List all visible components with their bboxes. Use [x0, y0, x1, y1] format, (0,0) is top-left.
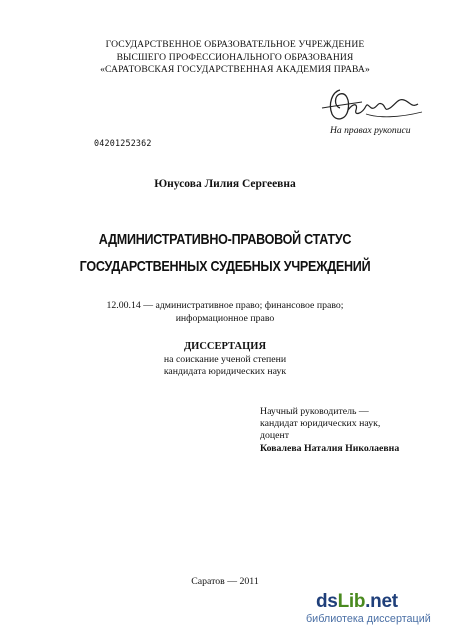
- title-line-1: АДМИНИСТРАТИВНО-ПРАВОВОЙ СТАТУС: [98, 232, 352, 248]
- advisor-line-3: доцент: [260, 430, 289, 442]
- title-line-2: ГОСУДАРСТВЕННЫХ СУДЕБНЫХ УЧРЕЖДЕНИЙ: [79, 259, 371, 275]
- institution-line-2: ВЫСШЕГО ПРОФЕССИОНАЛЬНОГО ОБРАЗОВАНИЯ: [116, 51, 354, 63]
- degree-line-2: кандидата юридических наук: [163, 366, 287, 377]
- watermark-subtitle: библиотека диссертаций: [306, 613, 431, 625]
- place-and-year: Саратов — 2011: [191, 576, 259, 587]
- specialty-code: [0, 300, 450, 325]
- institution-line-3: «САРАТОВСКАЯ ГОСУДАРСТВЕННАЯ АКАДЕМИЯ ПРАВА»: [100, 64, 370, 75]
- advisor-line-2: кандидат юридических наук,: [260, 418, 381, 430]
- scientific-advisor: [260, 406, 399, 455]
- advisor-name: Ковалева Наталия Николаевна: [260, 442, 400, 454]
- watermark-logo-ds: ds: [316, 591, 338, 612]
- handwritten-signature: [318, 84, 426, 126]
- institution-line-1: ГОСУДАРСТВЕННОЕ ОБРАЗОВАТЕЛЬНОЕ УЧРЕЖДЕНИЕ: [105, 39, 365, 50]
- author-name: Юнусова Лилия Сергеевна: [154, 178, 296, 190]
- dissertation-heading: ДИССЕРТАЦИЯ: [183, 341, 267, 352]
- degree-line-1: на соискание ученой степени: [163, 354, 287, 365]
- dissertation-block: [0, 341, 450, 378]
- advisor-line-1: Научный руководитель —: [260, 406, 369, 417]
- dissertation-title: [32, 227, 419, 281]
- manuscript-rights-note: На правах рукописи: [330, 125, 411, 136]
- institution-header: [60, 39, 410, 77]
- document-code: 04201252362: [94, 138, 152, 148]
- watermark-logo-lib: Lib: [337, 591, 366, 612]
- specialty-line-1: 12.00.14 — административное право; финансовое право;: [106, 300, 344, 311]
- specialty-line-2: информационное право: [175, 312, 275, 324]
- watermark-logo-net: .net: [365, 591, 398, 612]
- watermark-logo: [316, 591, 398, 613]
